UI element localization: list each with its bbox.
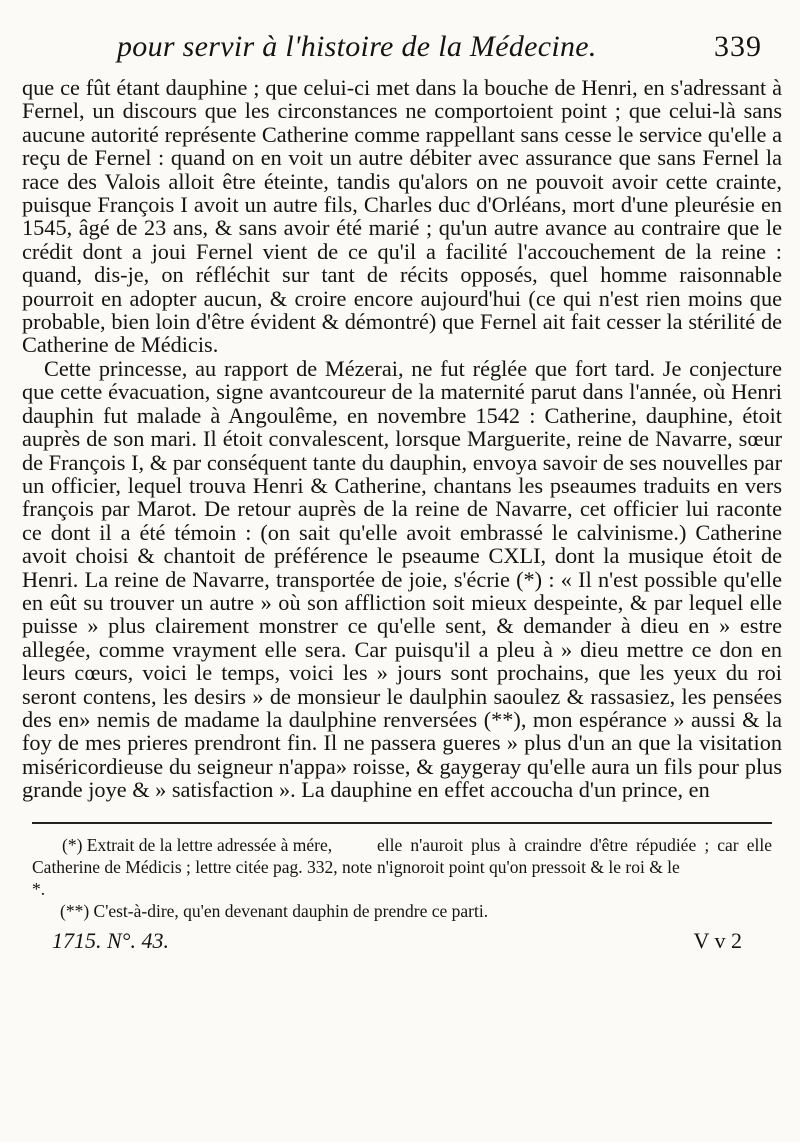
signature-mark: 1715. N°. 43. (52, 927, 169, 953)
footnote-1-right: elle n'auroit plus à craindre d'être répudiée ; car elle n'ignoroit point qu'on pressoit & le roi & le (377, 834, 772, 877)
page (22, 30, 782, 958)
page-footer (22, 928, 782, 958)
page-number: 339 (714, 30, 762, 63)
page-header (22, 30, 782, 76)
footnote-1-left: (*) Extrait de la lettre adressée à mére, Catherine de Médicis ; lettre citée pag. 332, note *. (32, 834, 373, 899)
paragraph: que ce fût étant dauphine ; que celui-ci met dans la bouche de Henri, en s'adressant à Fernel, un discours que les circonstances ne comportoient point ; que celui-là sans aucune autorité représente Catherine comme rappellant sans cesse le service qu'elle a reçu de Fernel : quand on en voit un autre débiter avec assurance que sans Fernel la race des Valois alloit être éteinte, tandis qu'alors on ne pouvoit avoir cette crainte, puisque François I avoit un autre fils, Charles duc d'Orléans, mort d'une pleurésie en 1545, âgé de 23 ans, & sans avoir été marié ; qu'un autre avance au contraire que le crédit dont a joui Fernel vient de ce qu'il a facilité l'accouchement de la reine : quand, dis-je, on réfléchit sur tant de récits opposés, quel homme raisonnable pourroit en adopter aucun, & croire encore aujourd'hui (ce qui n'est rien moins que probable, bien loin d'être évident & démontré) que Fernel ait fait cesser la stérilité de Catherine de Médicis. (22, 75, 782, 358)
paragraph: Cette princesse, au rapport de Mézerai, ne fut réglée que fort tard. Je conjecture que cette évacuation, signe avantcoureur de la maternité parut dans l'année, où Henri dauphin fut malade à Angoulême, en novembre 1542 : Catherine, dauphine, étoit auprès de son mari. Il étoit convalescent, lorsque Marguerite, reine de Navarre, sœur de François I, & par conséquent tante du dauphin, envoya savoir de ses nouvelles par un officier, lequel trouva Henri & Catherine, chantans les pseaumes traduits en vers françois par Marot. De retour auprès de la reine de Navarre, cet officier lui raconte ce dont il a été témoin : (on sait qu'elle avoit embrassé le calvinisme.) Catherine avoit choisi & chantoit de préférence le pseaume CXLI, dont la musique étoit de Henri. La reine de Navarre, transportée de joie, s'écrie (*) : « Il n'est possible qu'elle en eût su trouver un autre » où son affliction soit mieux despeinte, & par lequel elle puisse » plus clairement monstrer ce qu'elle sent, & demander à dieu en » estre allegée, comme vrayment elle sera. Car puisqu'il a pleu à » dieu mettre ce don en leurs cœurs, voici le temps, voici les » jours sont prochains, que les yeux du roi seront contens, les desirs » de monsieur le daulphin saoulez & rassasiez, les pensées des en» nemis de madame la daulphine renversées (**), mon espérance » aussi & la foy de mes prieres prendront fin. Il ne passera gueres » plus d'un an que la visitation miséricordieuse du seigneur n'appa» roisse, & gaygeray qu'elle aura un fils pour plus grande joye & » satisfaction ». La dauphine en effet accoucha d'un prince, en (22, 355, 782, 803)
footnotes (32, 834, 782, 922)
gathering-mark: V v 2 (693, 927, 742, 953)
footnote-2: (**) C'est-à-dire, qu'en devenant dauphin de prendre ce parti. (60, 900, 489, 921)
running-head: pour servir à l'histoire de la Médecine. (117, 30, 597, 63)
footnote-divider (32, 822, 772, 824)
body-text (22, 76, 782, 802)
